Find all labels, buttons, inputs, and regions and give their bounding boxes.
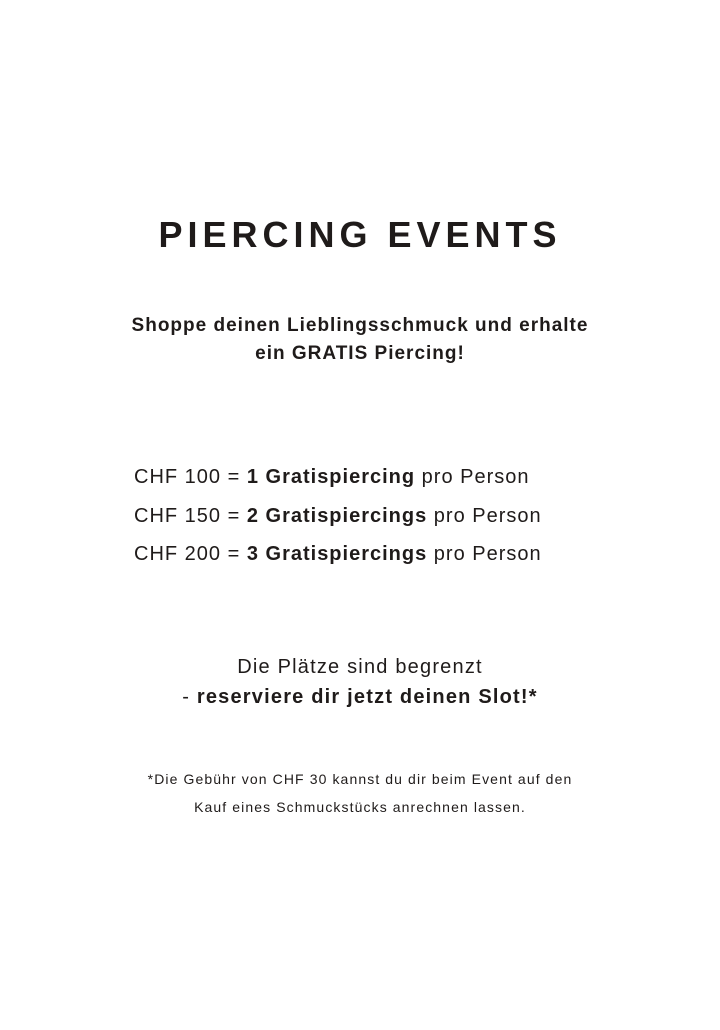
price-amount: CHF 100 = xyxy=(134,466,247,488)
price-suffix: pro Person xyxy=(427,504,542,527)
notice-prefix: - xyxy=(182,686,197,708)
price-amount: CHF 200 = xyxy=(134,543,247,565)
limited-spots-notice xyxy=(0,652,720,712)
price-piercing-count: 2 Gratispiercings xyxy=(246,504,428,527)
fee-footnote xyxy=(0,765,720,821)
price-amount: CHF 150 = xyxy=(134,504,247,527)
price-suffix: pro Person xyxy=(415,466,530,488)
price-list xyxy=(134,458,694,574)
price-row-100 xyxy=(134,458,694,497)
reserve-slot-cta: reserviere dir jetzt deinen Slot!* xyxy=(196,686,538,708)
subtitle-line-2: ein GRATIS Piercing! xyxy=(255,343,465,364)
price-suffix: pro Person xyxy=(427,543,542,565)
price-row-150 xyxy=(134,497,694,536)
notice-line-2 xyxy=(0,682,720,712)
price-piercing-count: 1 Gratispiercing xyxy=(246,466,416,488)
page-title: PIERCING EVENTS xyxy=(158,214,562,255)
price-piercing-count: 3 Gratispiercings xyxy=(246,543,428,565)
subtitle-line-1: Shoppe deinen Lieblingsschmuck und erhalte xyxy=(131,315,589,336)
footnote-line-1: *Die Gebühr von CHF 30 kannst du dir beim Event auf den xyxy=(147,771,573,787)
notice-line-1: Die Plätze sind begrenzt xyxy=(237,656,483,678)
footnote-line-2: Kauf eines Schmuckstücks anrechnen lassen. xyxy=(194,799,526,815)
price-row-200 xyxy=(134,535,694,574)
subtitle xyxy=(0,312,720,368)
